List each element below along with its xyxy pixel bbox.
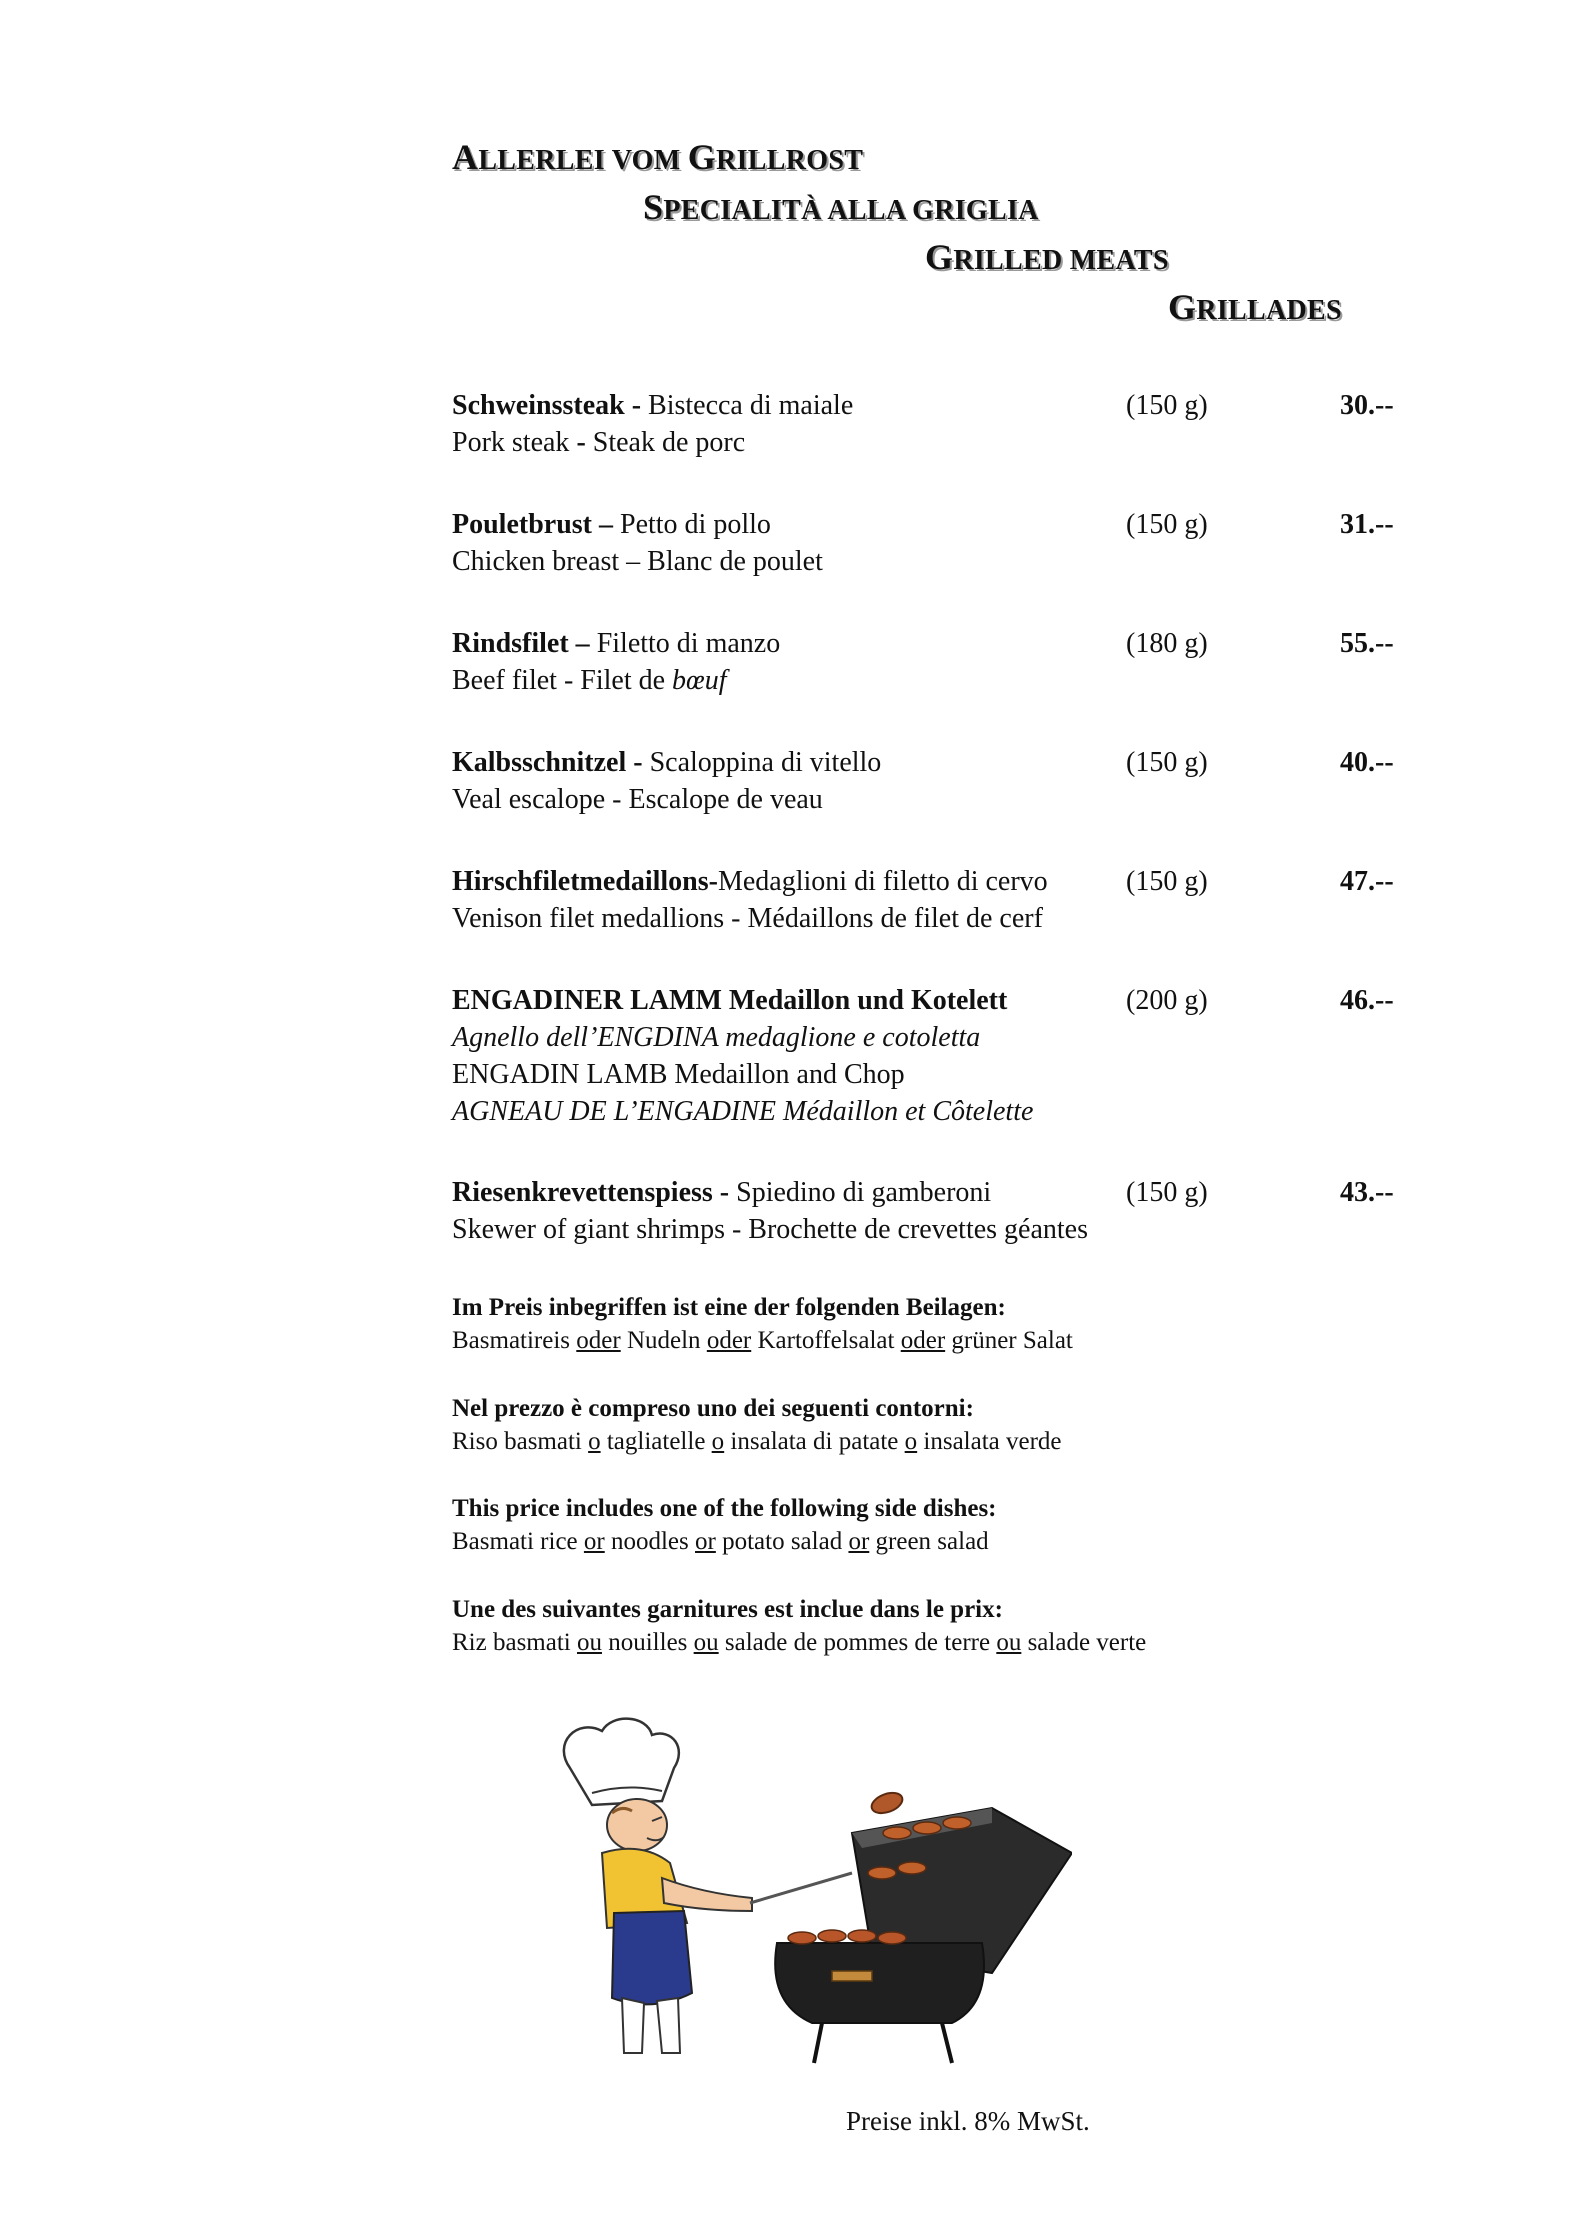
item-name: Rindsfilet –	[452, 628, 590, 659]
item-name-italian: Scaloppina di vitello	[642, 747, 882, 778]
side-conjunction: ou	[576, 1629, 602, 1656]
side-option: Nudeln	[620, 1327, 707, 1354]
side-dishes-italian	[452, 1392, 1062, 1458]
item-weight: (150 g)	[1126, 509, 1208, 540]
side-dishes-english	[452, 1492, 997, 1558]
item-price: 30.--	[1340, 390, 1394, 421]
side-conjunction: or	[583, 1528, 605, 1555]
item-translation: Veal escalope - Escalope de veau	[452, 784, 823, 815]
side-conjunction: or	[695, 1528, 716, 1555]
side-conjunction: o	[711, 1428, 725, 1455]
item-translation: Chicken breast – Blanc de poulet	[452, 546, 823, 577]
side-dishes-options	[452, 1425, 1062, 1458]
item-translation: Skewer of giant shrimps - Brochette de crevettes géantes	[452, 1214, 1089, 1245]
side-conjunction: oder	[576, 1327, 621, 1354]
item-name: Riesenkrevettenspiess -	[452, 1177, 730, 1208]
side-dishes-german	[452, 1291, 1073, 1357]
side-conjunction: oder	[706, 1327, 752, 1354]
heading-french	[1168, 286, 1342, 328]
menu-item-pork-steak	[452, 387, 1412, 461]
item-name-italian: Spiedino di gamberoni	[729, 1177, 992, 1208]
side-option: Kartoffelsalat	[751, 1327, 901, 1354]
side-dishes-title: Une des suivantes garnitures est inclue dans le prix:	[452, 1596, 1003, 1623]
side-dishes-title: This price includes one of the following side dishes:	[452, 1495, 997, 1522]
side-option: insalata verde	[917, 1428, 1062, 1455]
menu-item-chicken-breast	[452, 506, 1412, 580]
item-name: Hirschfiletmedaillons-	[452, 866, 718, 897]
side-option: noodles	[604, 1528, 696, 1555]
heading-text: RILLED MEATS	[953, 245, 1169, 276]
side-option: salade verte	[1021, 1629, 1147, 1656]
item-name-italian: Bistecca di maiale	[641, 390, 854, 421]
item-name-italian: Filetto di manzo	[589, 628, 781, 659]
item-name-italian: Agnello dell’ENGDINA medaglione e cotoletta	[452, 1022, 981, 1053]
heading-text: PECIALITÀ ALLA GRIGLIA	[663, 195, 1039, 226]
heading-initial: G	[687, 137, 717, 177]
side-dishes-french	[452, 1593, 1146, 1659]
vat-footer: Preise inkl. 8% MwSt.	[846, 2106, 1090, 2136]
heading-initial: G	[925, 237, 954, 277]
heading-german	[452, 136, 863, 178]
side-conjunction: or	[848, 1528, 870, 1555]
item-weight: (200 g)	[1126, 985, 1208, 1016]
side-conjunction: ou	[693, 1629, 719, 1656]
side-dishes-title: Im Preis inbegriffen ist eine der folgenden Beilagen:	[452, 1294, 1006, 1321]
side-dishes-options	[452, 1626, 1146, 1659]
item-name-italian: Medaglioni di filetto di cervo	[717, 866, 1048, 897]
item-name: Kalbsschnitzel -	[452, 747, 643, 778]
heading-text: RILLADES	[1196, 295, 1342, 326]
side-conjunction: o	[904, 1428, 918, 1455]
item-name: Schweinssteak -	[452, 390, 642, 421]
item-price: 43.--	[1340, 1177, 1394, 1208]
item-translation-italic: bœuf	[672, 665, 727, 696]
menu-item-shrimp-skewer	[452, 1174, 1412, 1248]
menu-item-venison-medallions	[452, 863, 1412, 937]
side-option: salade de pommes de terre	[718, 1629, 997, 1656]
item-name-english: Pork steak	[452, 427, 577, 458]
item-name: Pouletbrust –	[452, 509, 613, 540]
side-option: Basmati rice	[452, 1528, 584, 1555]
item-weight: (150 g)	[1126, 1177, 1208, 1208]
item-name: ENGADINER LAMM Medaillon und Kotelett	[452, 985, 1008, 1016]
side-option: potato salad	[715, 1528, 849, 1555]
menu-item-engadin-lamb	[452, 982, 1412, 1130]
side-option: Riso basmati	[452, 1428, 589, 1455]
item-weight: (150 g)	[1126, 747, 1208, 778]
item-translation: Beef filet - Filet de	[452, 665, 673, 696]
side-option: Basmatireis	[452, 1327, 577, 1354]
side-option: green salad	[869, 1528, 989, 1555]
item-price: 55.--	[1340, 628, 1394, 659]
side-option: nouilles	[601, 1629, 694, 1656]
heading-initial: S	[643, 187, 664, 227]
heading-italian	[643, 186, 1039, 228]
menu-item-veal-escalope	[452, 744, 1412, 818]
item-weight: (180 g)	[1126, 628, 1208, 659]
side-option: Riz basmati	[452, 1629, 577, 1656]
side-conjunction: oder	[900, 1327, 946, 1354]
item-separator: -	[576, 427, 586, 458]
item-price: 40.--	[1340, 747, 1394, 778]
heading-text: RILLROST	[716, 145, 864, 176]
side-option: grüner Salat	[945, 1327, 1073, 1354]
chef-grilling-illustration-icon	[552, 1713, 1072, 2073]
side-option: insalata di patate	[724, 1428, 905, 1455]
side-dishes-options	[452, 1525, 997, 1558]
side-conjunction: o	[588, 1428, 601, 1455]
heading-initial: G	[1168, 287, 1197, 327]
item-price: 47.--	[1340, 866, 1394, 897]
item-name-french: Steak de porc	[585, 427, 746, 458]
item-name-french: AGNEAU DE L’ENGADINE Médaillon et Côtelette	[452, 1096, 1034, 1127]
heading-text: LLERLEI VOM	[478, 145, 688, 176]
item-price: 46.--	[1340, 985, 1394, 1016]
item-weight: (150 g)	[1126, 866, 1208, 897]
heading-english	[925, 236, 1169, 278]
side-conjunction: ou	[996, 1629, 1022, 1656]
item-price: 31.--	[1340, 509, 1394, 540]
item-translation: Venison filet medallions - Médaillons de filet de cerf	[452, 903, 1043, 934]
side-dishes-options	[452, 1324, 1073, 1357]
side-option: tagliatelle	[600, 1428, 712, 1455]
item-name-italian: Petto di pollo	[613, 509, 771, 540]
menu-item-beef-filet	[452, 625, 1412, 699]
item-weight: (150 g)	[1126, 390, 1208, 421]
item-name-english: ENGADIN LAMB Medaillon and Chop	[452, 1059, 905, 1090]
side-dishes-title: Nel prezzo è compreso uno dei seguenti contorni:	[452, 1395, 974, 1422]
heading-initial: A	[452, 137, 479, 177]
